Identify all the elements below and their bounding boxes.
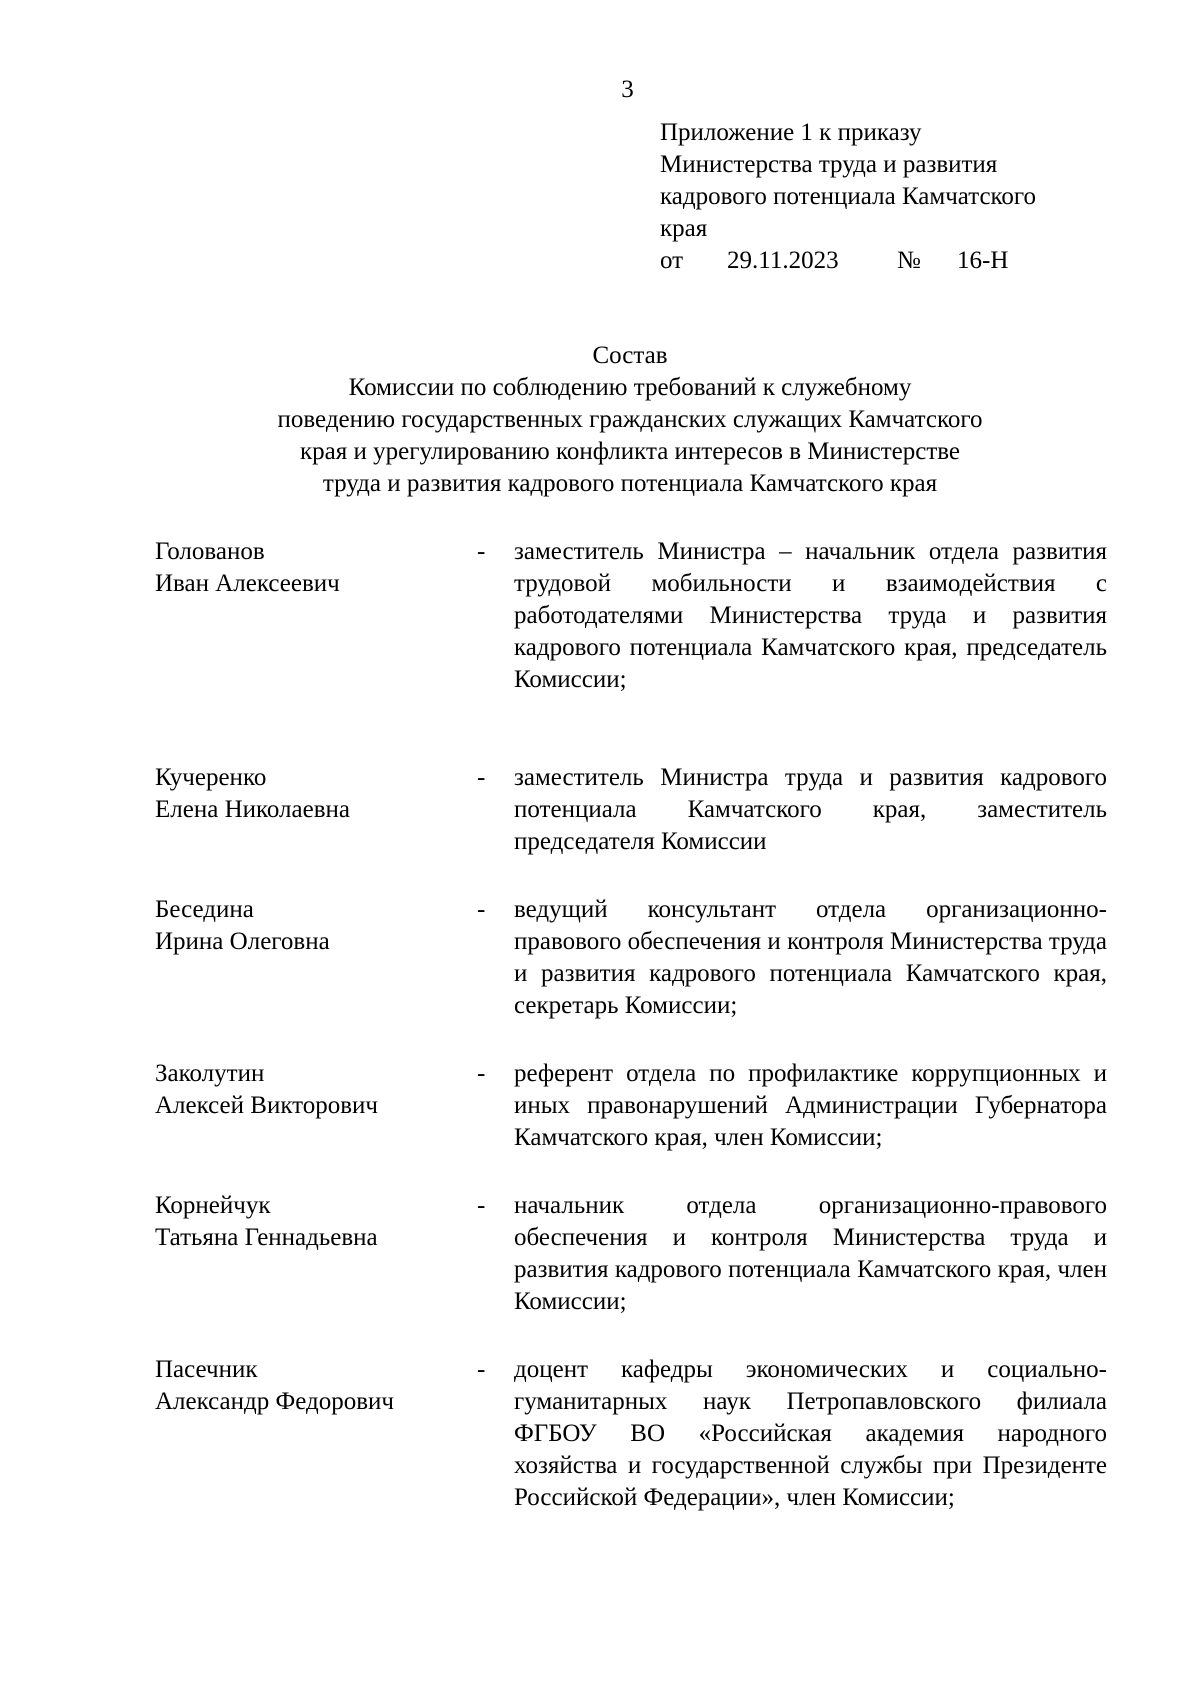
member-role: заместитель Министра труда и развития кадрового потенциала Камчатского края, заместитель председателя Комиссии [514,764,1107,855]
member-name [155,536,477,600]
document-title [180,340,1080,500]
appendix-line: Министерства труда и развития [660,151,998,178]
member-entry [155,1058,1107,1154]
members-list [155,536,1107,1514]
member-surname: Пасечник [155,1356,258,1383]
member-name [155,1190,477,1254]
member-entry [155,894,1107,1022]
member-dash: - [477,896,486,923]
member-entry [155,1354,1107,1514]
member-dash: - [477,1060,486,1087]
order-date-number [660,245,1130,277]
member-surname: Голованов [155,538,265,565]
member-name [155,1354,477,1418]
member-entry [155,762,1107,858]
member-name [155,1058,477,1122]
title-line: труда и развития кадрового потенциала Камчатского края [322,470,938,497]
member-role: доцент кафедры экономических и социально-гуманитарных наук Петропавловского филиала ФГБОУ ВО «Российская академия народного хозяйства и государственной службы при Президенте Российской Федерации», член Комиссии; [514,1356,1107,1511]
member-dash: - [477,1356,486,1383]
member-role: заместитель Министра – начальник отдела развития трудовой мобильности и взаимодействия с работодателями Министерства труда и развития кадрового потенциала Камчатского края, председатель Комиссии; [514,538,1107,693]
title-line: Состав [592,342,668,369]
member-surname: Заколутин [155,1060,265,1087]
member-role: ведущий консультант отдела организационно-правового обеспечения и контроля Министерства труда и развития кадрового потенциала Камчатского края, секретарь Комиссии; [514,896,1107,1019]
appendix-line: кадрового потенциала Камчатского [660,183,1037,210]
member-given-name: Татьяна Геннадьевна [155,1224,378,1251]
member-given-name: Иван Алексеевич [155,570,340,597]
member-surname: Беседина [155,896,254,923]
member-dash: - [477,1192,486,1219]
member-given-name: Елена Николаевна [155,796,350,823]
member-given-name: Ирина Олеговна [155,928,330,955]
title-line: поведению государственных гражданских служащих Камчатского [277,406,983,433]
member-role: начальник отдела организационно-правового обеспечения и контроля Министерства труда и развития кадрового потенциала Камчатского края, член Комиссии; [514,1192,1107,1315]
title-line: Комиссии по соблюдению требований к служебному [348,374,912,401]
member-role: референт отдела по профилактике коррупционных и иных правонарушений Администрации Губернатора Камчатского края, член Комиссии; [514,1060,1107,1151]
appendix-line: края [660,215,708,242]
title-line: края и урегулированию конфликта интересов в Министерстве [299,438,961,465]
member-surname: Корнейчук [155,1192,271,1219]
member-given-name: Александр Федорович [155,1388,394,1415]
order-date: 29.11.2023 [727,247,839,274]
page-number: 3 [621,76,634,103]
appendix-block [660,117,1130,277]
member-surname: Кучеренко [155,764,267,791]
order-number-sign: № [897,247,921,274]
member-dash: - [477,764,486,791]
member-name [155,762,477,826]
member-given-name: Алексей Викторович [155,1092,378,1119]
member-name [155,894,477,958]
appendix-line: Приложение 1 к приказу [660,119,922,146]
order-from-label: от [660,247,684,274]
member-dash: - [477,538,486,565]
member-entry [155,536,1107,696]
order-number: 16-Н [957,247,1009,274]
member-entry [155,1190,1107,1318]
